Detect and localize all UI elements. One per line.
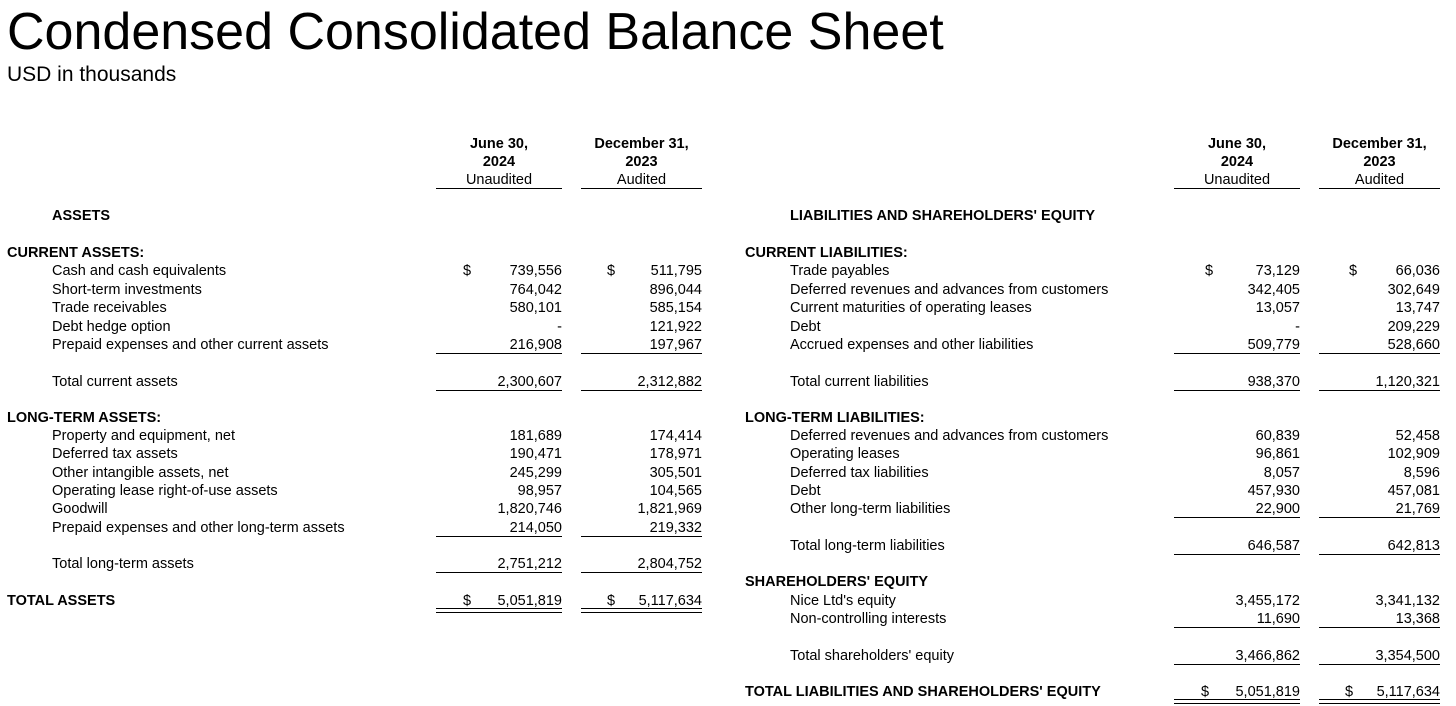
- row-label: Non-controlling interests: [790, 611, 947, 627]
- row-value-2023: 52,458: [1395, 428, 1440, 444]
- row-value-2023: 13,747: [1395, 300, 1440, 316]
- col-header-year: 2024: [1220, 154, 1254, 170]
- row-value-2024: 98,957: [517, 483, 562, 499]
- row-value-2024: 580,101: [509, 300, 562, 316]
- row-value-2024: 181,689: [509, 428, 562, 444]
- row-value-2023: 528,660: [1387, 337, 1440, 353]
- total-rule: [581, 572, 702, 573]
- subtotal-rule: [436, 536, 562, 537]
- col-header-status: Unaudited: [465, 172, 533, 188]
- header-rule: [1174, 188, 1300, 189]
- double-rule: [1174, 699, 1300, 704]
- row-value-2023: 102,909: [1387, 446, 1440, 462]
- row-value-2023: 305,501: [649, 465, 702, 481]
- currency-symbol: $: [607, 593, 616, 609]
- total-rule: [1174, 664, 1300, 665]
- row-value-2024: -: [1295, 319, 1300, 335]
- row-label: Deferred tax liabilities: [790, 465, 929, 481]
- row-value-2024: -: [557, 319, 562, 335]
- col-header-date: December 31,: [594, 136, 689, 152]
- col-header-year: 2023: [625, 154, 658, 170]
- row-value-2023: 585,154: [649, 300, 702, 316]
- header-rule: [1319, 188, 1440, 189]
- total-assets-label: TOTAL ASSETS: [7, 593, 116, 609]
- row-value-2024: 3,455,172: [1235, 593, 1300, 609]
- col-header-status: Unaudited: [1203, 172, 1271, 188]
- total-liabilities-equity-2023: 5,117,634: [1376, 684, 1440, 700]
- total-longterm-liabilities-2024: 646,587: [1247, 538, 1300, 554]
- subtotal-rule: [1174, 517, 1300, 518]
- header-rule: [581, 188, 702, 189]
- total-liabilities-equity-2024: 5,051,819: [1235, 684, 1300, 700]
- total-liabilities-equity-label: TOTAL LIABILITIES AND SHAREHOLDERS' EQUITY: [745, 684, 1101, 700]
- row-value-2024: 190,471: [509, 446, 562, 462]
- row-value-2024: 764,042: [509, 282, 562, 298]
- row-label: Debt hedge option: [52, 319, 171, 335]
- total-rule: [436, 572, 562, 573]
- row-label: Short-term investments: [52, 282, 202, 298]
- total-rule: [1319, 554, 1440, 555]
- row-label: Deferred revenues and advances from customers: [790, 428, 1109, 444]
- row-label: Prepaid expenses and other current assets: [52, 337, 329, 353]
- total-current-assets-2023: 2,312,882: [637, 374, 702, 390]
- row-value-2024: 13,057: [1255, 300, 1300, 316]
- row-label: Trade payables: [790, 263, 890, 279]
- total-assets-2024: 5,051,819: [497, 593, 562, 609]
- row-label: Accrued expenses and other liabilities: [790, 337, 1034, 353]
- total-equity-2023: 3,354,500: [1375, 648, 1440, 664]
- subtotal-rule: [1319, 353, 1440, 354]
- liabilities-equity-heading: LIABILITIES AND SHAREHOLDERS' EQUITY: [790, 208, 1096, 224]
- row-value-2024: 214,050: [509, 520, 562, 536]
- row-label: Nice Ltd's equity: [790, 593, 896, 609]
- row-value-2023: 8,596: [1403, 465, 1440, 481]
- row-label: Other long-term liabilities: [790, 501, 951, 517]
- row-value-2024: 96,861: [1255, 446, 1300, 462]
- row-value-2023: 197,967: [649, 337, 702, 353]
- total-rule: [581, 390, 702, 391]
- row-value-2023: 178,971: [649, 446, 702, 462]
- row-label: Debt: [790, 319, 821, 335]
- row-value-2024: 457,930: [1247, 483, 1300, 499]
- col-header-date: December 31,: [1332, 136, 1427, 152]
- total-rule: [1174, 390, 1300, 391]
- col-header-year: 2023: [1363, 154, 1396, 170]
- row-value-2023: 896,044: [649, 282, 702, 298]
- row-value-2023: 66,036: [1395, 263, 1440, 279]
- subtotal-rule: [1174, 627, 1300, 628]
- currency-symbol: $: [463, 263, 472, 279]
- assets-heading: ASSETS: [52, 208, 111, 224]
- row-value-2024: 8,057: [1263, 465, 1300, 481]
- row-value-2023: 3,341,132: [1375, 593, 1440, 609]
- total-longterm-assets-2024: 2,751,212: [497, 556, 562, 572]
- subtotal-rule: [1319, 627, 1440, 628]
- row-value-2023: 219,332: [649, 520, 702, 536]
- row-value-2023: 121,922: [649, 319, 702, 335]
- row-label: Operating lease right-of-use assets: [52, 483, 278, 499]
- total-assets-2023: 5,117,634: [638, 593, 702, 609]
- col-header-status: Audited: [1354, 172, 1405, 188]
- row-value-2024: 245,299: [509, 465, 562, 481]
- row-label: Other intangible assets, net: [52, 465, 229, 481]
- subtotal-rule: [436, 353, 562, 354]
- currency-symbol: $: [1349, 263, 1358, 279]
- row-label: Operating leases: [790, 446, 900, 462]
- col-header-date: June 30,: [469, 136, 529, 152]
- currency-symbol: $: [1205, 263, 1214, 279]
- row-value-2023: 13,368: [1395, 611, 1440, 627]
- double-rule: [436, 608, 562, 613]
- row-value-2023: 21,769: [1395, 501, 1440, 517]
- total-current-assets-label: Total current assets: [52, 374, 178, 390]
- subtotal-rule: [1319, 517, 1440, 518]
- header-rule: [436, 188, 562, 189]
- total-current-liabilities-2024: 938,370: [1247, 374, 1300, 390]
- double-rule: [1319, 699, 1440, 704]
- row-value-2023: 511,795: [650, 263, 702, 279]
- col-header-june-2024-right: [1174, 135, 1300, 189]
- row-label: Cash and cash equivalents: [52, 263, 227, 279]
- col-header-dec-2023-right: [1319, 135, 1440, 189]
- row-value-2023: 209,229: [1387, 319, 1440, 335]
- row-value-2023: 302,649: [1387, 282, 1440, 298]
- col-header-year: 2024: [482, 154, 516, 170]
- row-label: Debt: [790, 483, 821, 499]
- total-current-liabilities-label: Total current liabilities: [790, 374, 929, 390]
- current-assets-heading: CURRENT ASSETS:: [7, 245, 145, 261]
- longterm-assets-heading: LONG-TERM ASSETS:: [7, 410, 162, 426]
- page-subtitle: USD in thousands: [7, 63, 177, 86]
- row-value-2024: 216,908: [509, 337, 562, 353]
- total-longterm-liabilities-label: Total long-term liabilities: [790, 538, 945, 554]
- row-value-2024: 60,839: [1255, 428, 1300, 444]
- row-value-2023: 1,821,969: [637, 501, 702, 517]
- total-rule: [1174, 554, 1300, 555]
- currency-symbol: $: [1345, 684, 1354, 700]
- col-header-date: June 30,: [1207, 136, 1267, 152]
- row-label: Goodwill: [52, 501, 108, 517]
- current-liabilities-heading: CURRENT LIABILITIES:: [745, 245, 908, 261]
- total-rule: [436, 390, 562, 391]
- row-value-2023: 174,414: [649, 428, 702, 444]
- row-label: Trade receivables: [52, 300, 167, 316]
- currency-symbol: $: [1201, 684, 1210, 700]
- col-header-dec-2023-left: [581, 135, 702, 189]
- total-rule: [1319, 664, 1440, 665]
- row-value-2024: 342,405: [1247, 282, 1300, 298]
- subtotal-rule: [581, 353, 702, 354]
- double-rule: [581, 608, 702, 613]
- currency-symbol: $: [607, 263, 616, 279]
- row-value-2024: 509,779: [1247, 337, 1300, 353]
- col-header-june-2024-left: [436, 135, 562, 189]
- row-label: Deferred tax assets: [52, 446, 178, 462]
- total-equity-2024: 3,466,862: [1235, 648, 1300, 664]
- row-value-2024: 22,900: [1255, 501, 1300, 517]
- total-longterm-assets-label: Total long-term assets: [52, 556, 194, 572]
- page-title: Condensed Consolidated Balance Sheet: [7, 3, 944, 61]
- row-value-2023: 457,081: [1387, 483, 1440, 499]
- row-value-2024: 73,129: [1255, 263, 1300, 279]
- row-label: Prepaid expenses and other long-term assets: [52, 520, 345, 536]
- shareholders-equity-heading: SHAREHOLDERS' EQUITY: [745, 574, 929, 590]
- row-label: Deferred revenues and advances from customers: [790, 282, 1109, 298]
- total-longterm-assets-2023: 2,804,752: [637, 556, 702, 572]
- row-value-2024: 739,556: [509, 263, 562, 279]
- subtotal-rule: [581, 536, 702, 537]
- row-value-2023: 104,565: [649, 483, 702, 499]
- total-equity-label: Total shareholders' equity: [790, 648, 954, 664]
- col-header-status: Audited: [616, 172, 667, 188]
- total-current-liabilities-2023: 1,120,321: [1375, 374, 1440, 390]
- longterm-liabilities-heading: LONG-TERM LIABILITIES:: [745, 410, 925, 426]
- total-current-assets-2024: 2,300,607: [497, 374, 562, 390]
- row-label: Property and equipment, net: [52, 428, 235, 444]
- row-label: Current maturities of operating leases: [790, 300, 1032, 316]
- row-value-2024: 1,820,746: [497, 501, 562, 517]
- total-rule: [1319, 390, 1440, 391]
- subtotal-rule: [1174, 353, 1300, 354]
- currency-symbol: $: [463, 593, 472, 609]
- total-longterm-liabilities-2023: 642,813: [1387, 538, 1440, 554]
- row-value-2024: 11,690: [1256, 611, 1300, 627]
